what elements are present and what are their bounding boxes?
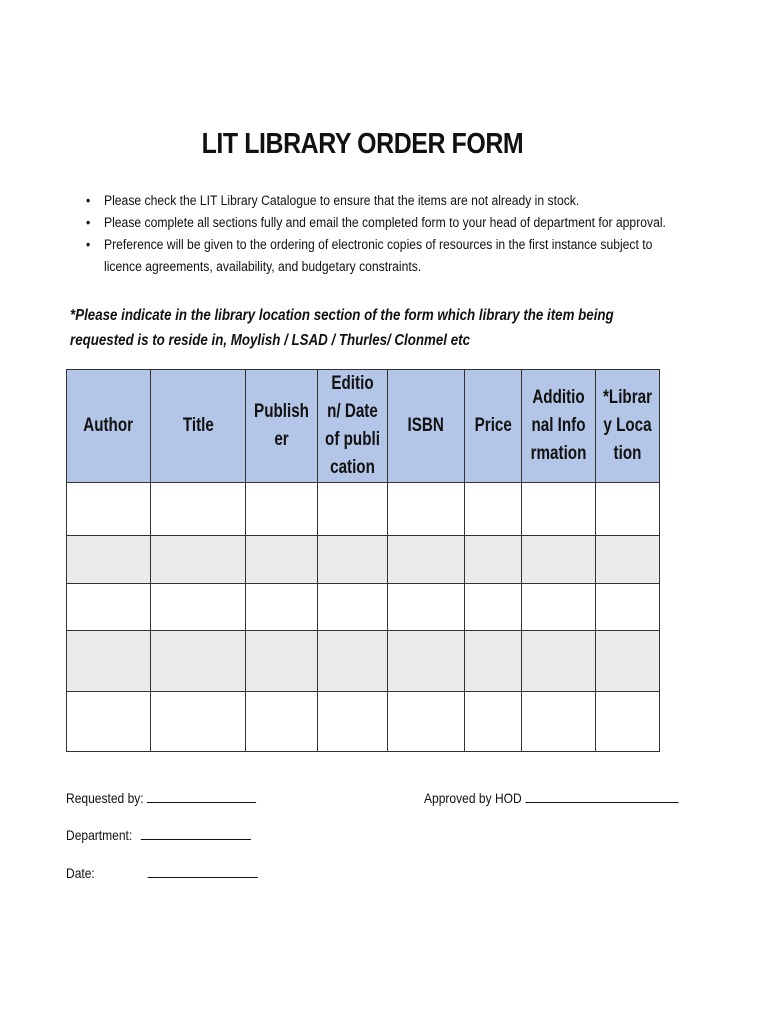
page-title: LIT LIBRARY ORDER FORM [201,128,524,160]
column-header-edition: Edition/ Date of publication [318,370,388,483]
additional-info-cell[interactable] [522,692,596,752]
column-header-isbn: ISBN [388,370,465,483]
publisher-cell[interactable] [246,631,318,692]
approved-by-line[interactable] [525,790,678,803]
edition-cell[interactable] [318,584,388,631]
title-cell[interactable] [151,631,246,692]
author-cell[interactable] [67,631,151,692]
column-header-additional-info: Additional Information [522,370,596,483]
date-field: Date: [66,865,258,881]
edition-cell[interactable] [318,631,388,692]
instruction-item: • Please complete all sections fully and email the completed form to your head of department for approval. [104,212,644,234]
isbn-cell[interactable] [388,584,465,631]
author-cell[interactable] [67,584,151,631]
price-cell[interactable] [465,692,522,752]
date-line[interactable] [148,865,258,878]
additional-info-cell[interactable] [522,584,596,631]
edition-cell[interactable] [318,536,388,584]
table-header-row [67,370,660,483]
publisher-cell[interactable] [246,584,318,631]
library-location-cell[interactable] [596,692,660,752]
isbn-cell[interactable] [388,483,465,536]
table-row [67,536,660,584]
instruction-item: • Please check the LIT Library Catalogue to ensure that the items are not already in stock. [104,190,644,212]
publisher-cell[interactable] [246,536,318,584]
order-table [66,369,660,752]
author-cell[interactable] [67,692,151,752]
library-location-cell[interactable] [596,631,660,692]
title-cell[interactable] [151,584,246,631]
requested-by-line[interactable] [147,790,256,803]
publisher-cell[interactable] [246,483,318,536]
column-header-publisher: Publisher [246,370,318,483]
table-row [67,483,660,536]
department-field: Department: [66,827,251,843]
title-cell[interactable] [151,536,246,584]
author-cell[interactable] [67,536,151,584]
author-cell[interactable] [67,483,151,536]
column-header-library-location: *Library Location [596,370,660,483]
title-cell[interactable] [151,692,246,752]
price-cell[interactable] [465,584,522,631]
instruction-continuation: licence agreements, availability, and budgetary constraints. [104,259,422,274]
library-location-cell[interactable] [596,584,660,631]
library-location-cell[interactable] [596,536,660,584]
additional-info-cell[interactable] [522,631,596,692]
instruction-item: • Preference will be given to the ordering of electronic copies of resources in the first instance subject to licence agreements, availability, and budgetary constraints. [104,234,644,278]
isbn-cell[interactable] [388,692,465,752]
column-header-title: Title [151,370,246,483]
price-cell[interactable] [465,536,522,584]
table-row [67,631,660,692]
additional-info-cell[interactable] [522,536,596,584]
column-header-price: Price [465,370,522,483]
isbn-cell[interactable] [388,631,465,692]
library-location-cell[interactable] [596,483,660,536]
approved-by-field: Approved by HOD [424,790,678,806]
edition-cell[interactable] [318,692,388,752]
department-line[interactable] [141,827,251,840]
table-row [67,584,660,631]
edition-cell[interactable] [318,483,388,536]
publisher-cell[interactable] [246,692,318,752]
additional-info-cell[interactable] [522,483,596,536]
location-note: *Please indicate in the library location section of the form which library the item being requested is to reside in, Moylish / LSAD / Thurles/ Clonmel etc [70,307,614,349]
requested-by-field: Requested by: [66,790,256,806]
table-row [67,692,660,752]
column-header-author: Author [67,370,151,483]
isbn-cell[interactable] [388,536,465,584]
price-cell[interactable] [465,631,522,692]
price-cell[interactable] [465,483,522,536]
instructions-list [70,190,704,278]
title-cell[interactable] [151,483,246,536]
